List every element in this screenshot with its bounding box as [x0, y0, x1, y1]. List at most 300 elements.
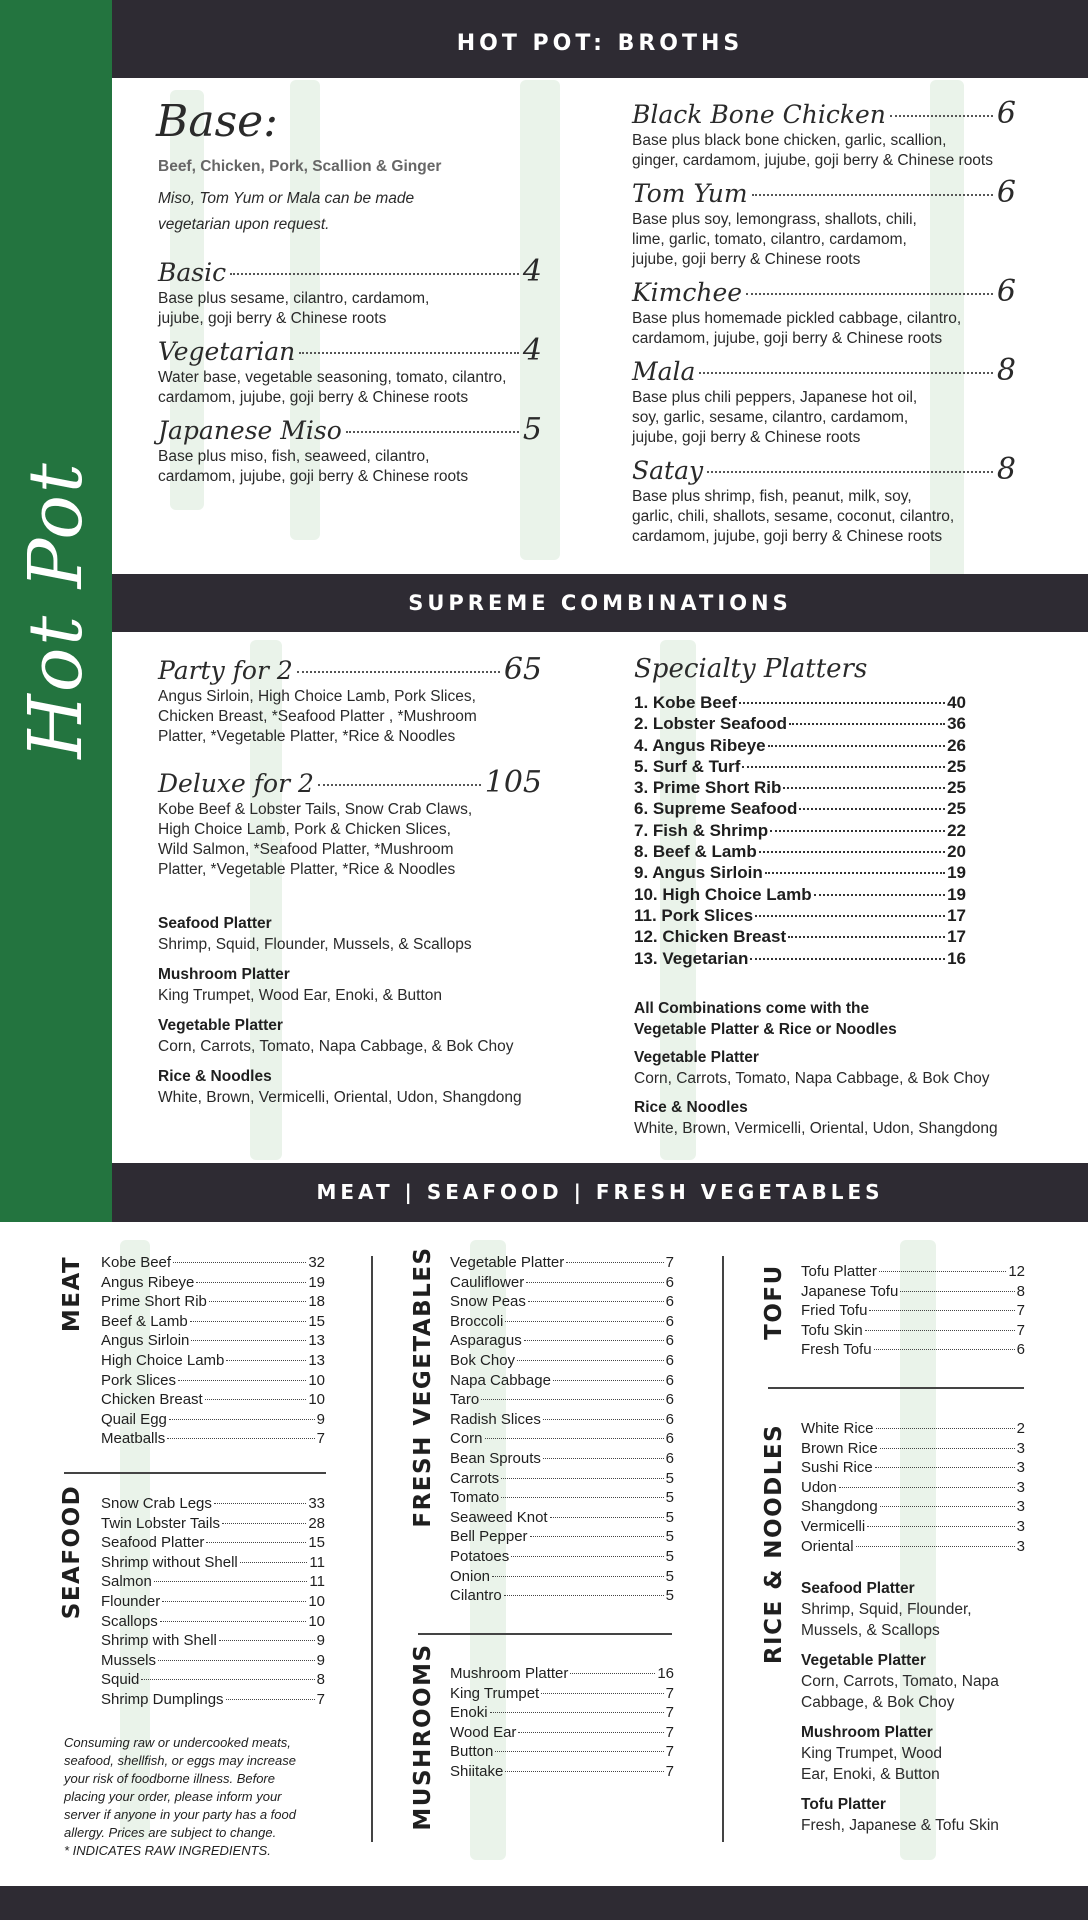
specialty-price: 17	[947, 927, 966, 947]
dot-leader	[879, 1271, 1006, 1272]
menu-item-name: Kobe Beef	[101, 1254, 172, 1271]
specialty-price: 36	[947, 714, 966, 734]
dot-leader	[750, 958, 945, 960]
dot-leader	[481, 1399, 663, 1400]
meat-header-label: MEAT | SEAFOOD | FRESH VEGETABLES	[316, 1180, 884, 1204]
menu-item-name: Angus Ribeye	[101, 1273, 195, 1291]
menu-item-price: 28	[308, 1514, 325, 1532]
vegetables-title: FRESH VEGETABLES	[410, 1246, 436, 1528]
broth-item	[158, 256, 542, 329]
menu-item-name: Pork Slices	[101, 1371, 177, 1389]
dot-leader	[890, 115, 993, 117]
specialty-item	[634, 777, 966, 798]
menu-item-name: Tofu Platter	[801, 1263, 877, 1280]
platter-text: White, Brown, Vermicelli, Oriental, Udon, Shangdong	[158, 1089, 522, 1106]
combo-description: Angus Sirloin, High Choice Lamb, Pork Slices,	[158, 688, 476, 705]
menu-item-price: 7	[665, 1254, 674, 1271]
menu-item-price: 7	[665, 1684, 674, 1702]
menu-item-price: 15	[308, 1312, 325, 1330]
broth-price: 5	[522, 412, 542, 447]
platter-title: Vegetable Platter	[801, 1652, 926, 1669]
platter-title: Seafood Platter	[801, 1580, 915, 1597]
dot-leader	[707, 471, 993, 473]
platter-title: Seafood Platter	[158, 915, 272, 932]
broth-description: cardamom, jujube, goji berry & Chinese roots	[632, 330, 943, 347]
broth-description: Base plus homemade pickled cabbage, cilantro,	[632, 310, 962, 327]
menu-item	[450, 1488, 674, 1508]
combo-name-row	[158, 767, 542, 800]
dot-leader	[789, 723, 945, 725]
menu-item-name: Meatballs	[101, 1430, 166, 1448]
platter-title: Mushroom Platter	[801, 1724, 933, 1741]
broth-name: Kimchee	[632, 278, 743, 307]
platter-item	[158, 965, 578, 1007]
broths-header-label: HOT POT: BROTHS	[456, 31, 744, 56]
menu-item-price: 6	[665, 1449, 674, 1467]
divider	[722, 1256, 724, 1842]
dot-leader	[814, 894, 945, 896]
menu-item-price: 10	[308, 1592, 325, 1610]
platter-title: Mushroom Platter	[158, 966, 290, 983]
combo-name: Party for 2	[158, 656, 293, 685]
meat-title: MEAT	[59, 1255, 85, 1333]
broth-description: jujube, goji berry & Chinese roots	[632, 251, 861, 268]
menu-item-name: Tofu Skin	[801, 1321, 863, 1339]
combo-description: Platter, *Vegetable Platter, *Rice & Noodles	[158, 861, 456, 878]
menu-item-name: Mussels	[101, 1651, 157, 1669]
menu-item-price: 9	[316, 1632, 325, 1650]
menu-item-price: 15	[308, 1534, 325, 1552]
dot-leader	[222, 1523, 306, 1524]
disclaimer-line: your risk of foodborne illness. Before	[64, 1771, 275, 1786]
menu-item	[101, 1371, 325, 1391]
broth-item	[632, 355, 1016, 448]
combo-description: Wild Salmon, *Seafood Platter, *Mushroom	[158, 841, 454, 858]
menu-item-name: Enoki	[450, 1704, 488, 1722]
specialty-item	[634, 926, 966, 947]
menu-item-name: Snow Peas	[450, 1293, 526, 1311]
broth-name-row	[632, 276, 1016, 309]
specialty-name: 4. Angus Ribeye	[634, 735, 766, 755]
platter-text: Mussels, & Scallops	[801, 1622, 940, 1639]
specialty-name: 12. Chicken Breast	[634, 927, 787, 947]
menu-item-name: Vegetable Platter	[450, 1254, 565, 1271]
divider	[371, 1256, 373, 1842]
specialty-price: 19	[947, 863, 966, 883]
menu-item	[450, 1390, 674, 1410]
platter-title: Tofu Platter	[801, 1796, 886, 1813]
dot-leader	[518, 1732, 663, 1733]
broth-name-row	[158, 256, 542, 289]
menu-item-name: Bell Pepper	[450, 1528, 528, 1546]
broth-name-row	[632, 355, 1016, 388]
dot-leader	[173, 1262, 306, 1263]
menu-item	[101, 1514, 325, 1534]
menu-item-price: 7	[316, 1430, 325, 1448]
menu-item	[450, 1469, 674, 1489]
dot-leader	[768, 745, 945, 747]
broths-right-column	[632, 98, 1016, 553]
menu-item-name: Shrimp with Shell	[101, 1632, 217, 1650]
menu-item-name: Radish Slices	[450, 1410, 541, 1428]
dot-leader	[492, 1576, 664, 1577]
dot-leader	[876, 1428, 1015, 1429]
menu-item	[450, 1312, 674, 1332]
menu-item	[101, 1553, 325, 1573]
menu-item	[450, 1508, 674, 1528]
combo-name-row	[158, 654, 542, 687]
menu-item-price: 3	[1016, 1459, 1025, 1477]
broth-price: 4	[522, 254, 542, 289]
menu-item	[801, 1262, 1025, 1282]
menu-item-price: 9	[316, 1651, 325, 1669]
menu-item-price: 7	[665, 1723, 674, 1741]
menu-item-price: 13	[308, 1351, 325, 1369]
specialty-price: 17	[947, 905, 966, 925]
divider	[768, 1387, 1024, 1389]
tofu-title: TOFU	[761, 1264, 787, 1340]
menu-item	[450, 1371, 674, 1391]
menu-item-price: 12	[1008, 1263, 1025, 1280]
broth-item	[158, 335, 542, 408]
dot-leader	[209, 1301, 306, 1302]
specialty-price: 25	[947, 778, 966, 798]
platter-text: Corn, Carrots, Tomato, Napa	[801, 1673, 999, 1690]
menu-item-name: Cilantro	[450, 1587, 502, 1605]
specialty-price: 25	[947, 799, 966, 819]
menu-item-name: White Rice	[801, 1420, 874, 1437]
menu-item	[450, 1723, 674, 1743]
broth-name: Japanese Miso	[158, 416, 342, 445]
base-note: Miso, Tom Yum or Mala can be made vegetarian upon request.	[158, 190, 415, 233]
menu-item-name: Seaweed Knot	[450, 1508, 548, 1526]
broth-description: Base plus soy, lemongrass, shallots, chili,	[632, 211, 917, 228]
dot-leader	[485, 1438, 664, 1439]
broth-description: cardamom, jujube, goji berry & Chinese roots	[158, 389, 469, 406]
menu-item-price: 6	[665, 1410, 674, 1428]
menu-item	[450, 1684, 674, 1704]
dot-leader	[880, 1506, 1015, 1507]
menu-item	[450, 1742, 674, 1762]
menu-item-name: Vermicelli	[801, 1517, 866, 1535]
specialty-item	[634, 735, 966, 756]
dot-leader	[190, 1321, 307, 1322]
broth-name-row	[632, 98, 1016, 131]
menu-item-price: 5	[665, 1508, 674, 1526]
combo-description: Chicken Breast, *Seafood Platter , *Mushroom	[158, 708, 477, 725]
specialty-list	[634, 692, 966, 969]
dot-leader	[226, 1360, 306, 1361]
menu-item-name: Tomato	[450, 1489, 500, 1507]
dot-leader	[900, 1291, 1014, 1292]
menu-item-name: Shangdong	[801, 1498, 878, 1516]
specialty-name: 11. Pork Slices	[634, 905, 754, 925]
broth-name: Tom Yum	[632, 179, 748, 208]
menu-item-name: Button	[450, 1743, 494, 1761]
menu-item-price: 7	[316, 1690, 325, 1708]
dot-leader	[162, 1601, 306, 1602]
menu-item-name: Onion	[450, 1567, 491, 1585]
dot-leader	[839, 1487, 1015, 1488]
menu-item	[450, 1449, 674, 1469]
menu-item	[101, 1410, 325, 1430]
specialty-name: 1. Kobe Beef	[634, 693, 737, 712]
broth-name: Mala	[632, 357, 696, 386]
disclaimer	[64, 1734, 334, 1860]
broth-name-row	[158, 335, 542, 368]
broth-description: Water base, vegetable seasoning, tomato, cilantro,	[158, 369, 507, 386]
specialty-item	[634, 841, 966, 862]
menu-item-price: 33	[308, 1495, 325, 1512]
platter-text: Ear, Enoki, & Button	[801, 1766, 940, 1783]
base-title: Base:	[156, 96, 279, 147]
menu-item-name: Bean Sprouts	[450, 1449, 541, 1467]
menu-item-price: 11	[309, 1553, 325, 1571]
specialty-price: 16	[947, 948, 966, 968]
dot-leader	[505, 1321, 663, 1322]
dot-leader	[517, 1360, 664, 1361]
menu-item-price: 10	[308, 1612, 325, 1630]
menu-item-price: 7	[1016, 1302, 1025, 1320]
platter-item	[158, 914, 578, 956]
menu-item-price: 13	[308, 1332, 325, 1350]
menu-item-price: 5	[665, 1469, 674, 1487]
dot-leader	[699, 372, 993, 374]
dot-leader	[856, 1546, 1015, 1547]
menu-item-name: Potatoes	[450, 1547, 510, 1565]
menu-item-price: 6	[665, 1332, 674, 1350]
specialty-price: 19	[947, 884, 966, 904]
platter-text: Shrimp, Squid, Flounder,	[801, 1601, 972, 1618]
dot-leader	[501, 1478, 663, 1479]
menu-item-name: Scallops	[101, 1612, 158, 1630]
menu-item-name: Fried Tofu	[801, 1302, 868, 1320]
specialty-item	[634, 905, 966, 926]
combo-name: Deluxe for 2	[158, 769, 314, 798]
platter-text: Corn, Carrots, Tomato, Napa Cabbage, & Bok Choy	[634, 1070, 990, 1087]
dot-leader	[543, 1458, 664, 1459]
menu-item-name: Cauliflower	[450, 1273, 525, 1291]
specialty-item	[634, 820, 966, 841]
menu-item	[450, 1703, 674, 1723]
dot-leader	[788, 936, 945, 938]
disclaimer-line: * INDICATES RAW INGREDIENTS.	[64, 1843, 271, 1858]
combos-column	[158, 654, 542, 880]
specialty-price: 20	[947, 842, 966, 862]
rice-title: RICE & NOODLES	[761, 1423, 787, 1665]
dot-leader	[141, 1679, 314, 1680]
specialty-item	[634, 713, 966, 734]
specialty-note	[634, 998, 1054, 1148]
broth-description: soy, garlic, sesame, cilantro, cardamom,	[632, 409, 909, 426]
menu-item	[101, 1429, 325, 1449]
menu-item	[101, 1631, 325, 1651]
menu-item	[450, 1586, 674, 1606]
menu-item-price: 3	[1016, 1439, 1025, 1457]
broth-price: 6	[996, 274, 1016, 309]
platter-item	[801, 1578, 1041, 1641]
menu-item-name: Chicken Breast	[101, 1391, 203, 1409]
dot-leader	[214, 1503, 306, 1504]
combo-description: Platter, *Vegetable Platter, *Rice & Noodles	[158, 728, 456, 745]
menu-item	[450, 1664, 674, 1684]
platter-item	[801, 1794, 1041, 1836]
combo-item	[158, 654, 542, 747]
menu-item-name: Fresh Tofu	[801, 1341, 872, 1359]
menu-item-price: 6	[1016, 1341, 1025, 1359]
broth-description: Base plus chili peppers, Japanese hot oil,	[632, 389, 918, 406]
platter-title: Rice & Noodles	[634, 1099, 748, 1116]
broth-item	[632, 177, 1016, 270]
meat-list	[101, 1253, 325, 1449]
dot-leader	[524, 1340, 664, 1341]
menu-item-name: Brown Rice	[801, 1439, 878, 1457]
broth-name: Basic	[158, 258, 227, 287]
menu-item	[101, 1612, 325, 1632]
menu-item	[801, 1321, 1025, 1341]
menu-item-name: Angus Sirloin	[101, 1332, 190, 1350]
specialty-name: 10. High Choice Lamb	[634, 884, 812, 904]
menu-item-price: 6	[665, 1430, 674, 1448]
menu-item-name: Napa Cabbage	[450, 1371, 551, 1389]
dot-leader	[318, 784, 481, 786]
menu-item-price: 10	[308, 1371, 325, 1389]
menu-item-price: 6	[665, 1391, 674, 1409]
rice-list	[801, 1419, 1025, 1556]
dot-leader	[875, 1467, 1015, 1468]
dot-leader	[566, 1262, 663, 1263]
dot-leader	[553, 1380, 664, 1381]
dot-leader	[230, 273, 519, 275]
menu-item	[101, 1351, 325, 1371]
specialty-name: 6. Supreme Seafood	[634, 799, 798, 819]
menu-item-price: 3	[1016, 1537, 1025, 1555]
broth-name: Satay	[632, 456, 704, 485]
dot-leader	[505, 1771, 663, 1772]
menu-item-name: Flounder	[101, 1592, 161, 1610]
menu-item	[450, 1273, 674, 1293]
spacer	[634, 1040, 1054, 1048]
dot-leader	[196, 1282, 306, 1283]
dot-leader	[746, 293, 993, 295]
dot-leader	[154, 1581, 308, 1582]
dot-leader	[490, 1712, 664, 1713]
platter-text: King Trumpet, Wood Ear, Enoki, & Button	[158, 987, 443, 1004]
broth-price: 6	[996, 175, 1016, 210]
platter-item	[801, 1650, 1041, 1713]
combo-price: 65	[503, 652, 542, 687]
menu-item	[801, 1537, 1025, 1557]
broth-description: Base plus black bone chicken, garlic, scallion,	[632, 132, 947, 149]
platter-title: Vegetable Platter	[634, 1049, 759, 1066]
platter-item	[634, 1098, 1054, 1140]
menu-item-name: Shrimp Dumplings	[101, 1690, 224, 1708]
disclaimer-line: allergy. Prices are subject to change.	[64, 1825, 277, 1840]
menu-item-name: Mushroom Platter	[450, 1665, 569, 1682]
dot-leader	[206, 1542, 306, 1543]
menu-item-name: Prime Short Rib	[101, 1293, 207, 1311]
specialty-name: 3. Prime Short Rib	[634, 778, 782, 798]
broth-name: Vegetarian	[158, 337, 296, 366]
menu-item-price: 3	[1016, 1517, 1025, 1535]
specialty-item	[634, 948, 966, 969]
menu-item-name: King Trumpet	[450, 1684, 540, 1702]
specialty-name: 5. Surf & Turf	[634, 756, 741, 776]
combo-item	[158, 767, 542, 880]
menu-item-name: High Choice Lamb	[101, 1351, 225, 1369]
dot-leader	[765, 872, 945, 874]
broth-description: ginger, cardamom, jujube, goji berry & Chinese roots	[632, 152, 993, 169]
menu-item	[101, 1494, 325, 1514]
menu-item-name: Snow Crab Legs	[101, 1495, 212, 1512]
broth-name-row	[632, 177, 1016, 210]
platter-item	[634, 1048, 1054, 1090]
disclaimer-line: placing your order, please inform your	[64, 1789, 282, 1804]
broth-description: Base plus shrimp, fish, peanut, milk, soy,	[632, 488, 912, 505]
menu-item-name: Asparagus	[450, 1332, 522, 1350]
side-band	[0, 0, 112, 1222]
dot-leader	[191, 1340, 306, 1341]
specialty-item	[634, 692, 966, 713]
dot-leader	[167, 1438, 314, 1439]
disclaimer-line: seafood, shellfish, or eggs may increase	[64, 1753, 296, 1768]
menu-item	[801, 1497, 1025, 1517]
specialty-name: 8. Beef & Lamb	[634, 842, 757, 862]
mushrooms-list	[450, 1664, 674, 1782]
menu-item-name: Udon	[801, 1478, 837, 1496]
broth-item	[158, 414, 542, 487]
specialty-item	[634, 798, 966, 819]
dot-leader	[770, 830, 945, 832]
divider	[64, 1472, 326, 1474]
dot-leader	[799, 808, 945, 810]
dot-leader	[755, 915, 945, 917]
dot-leader	[528, 1301, 664, 1302]
menu-item-name: Quail Egg	[101, 1410, 167, 1428]
menu-item	[801, 1478, 1025, 1498]
menu-item	[101, 1670, 325, 1690]
broth-description: Base plus sesame, cilantro, cardamom,	[158, 290, 430, 307]
platter-text: Shrimp, Squid, Flounder, Mussels, & Scallops	[158, 936, 472, 953]
platter-item	[158, 1067, 578, 1109]
broth-price: 4	[522, 333, 542, 368]
menu-item-price: 6	[665, 1273, 674, 1291]
dot-leader	[783, 787, 945, 789]
menu-item-price: 9	[316, 1410, 325, 1428]
menu-item	[101, 1390, 325, 1410]
meat-header	[112, 1163, 1088, 1222]
broth-name-row	[158, 414, 542, 447]
specialty-name: 7. Fish & Shrimp	[634, 820, 769, 840]
seafood-title: SEAFOOD	[59, 1484, 85, 1620]
dot-leader	[226, 1699, 315, 1700]
broth-description: Base plus miso, fish, seaweed, cilantro,	[158, 448, 430, 465]
dot-leader	[867, 1526, 1014, 1527]
dot-leader	[752, 194, 993, 196]
menu-item-price: 8	[1016, 1282, 1025, 1300]
base-subtitle: Beef, Chicken, Pork, Scallion & Ginger	[158, 158, 442, 175]
broth-description: cardamom, jujube, goji berry & Chinese roots	[158, 468, 469, 485]
menu-item-price: 5	[665, 1547, 674, 1565]
dot-leader	[526, 1282, 663, 1283]
menu-item	[801, 1301, 1025, 1321]
menu-item-name: Shrimp without Shell	[101, 1553, 238, 1571]
combos-header	[112, 574, 1088, 632]
menu-item-name: Beef & Lamb	[101, 1312, 188, 1330]
dot-leader	[240, 1562, 308, 1563]
menu-item-price: 7	[1016, 1321, 1025, 1339]
menu-item	[101, 1690, 325, 1710]
